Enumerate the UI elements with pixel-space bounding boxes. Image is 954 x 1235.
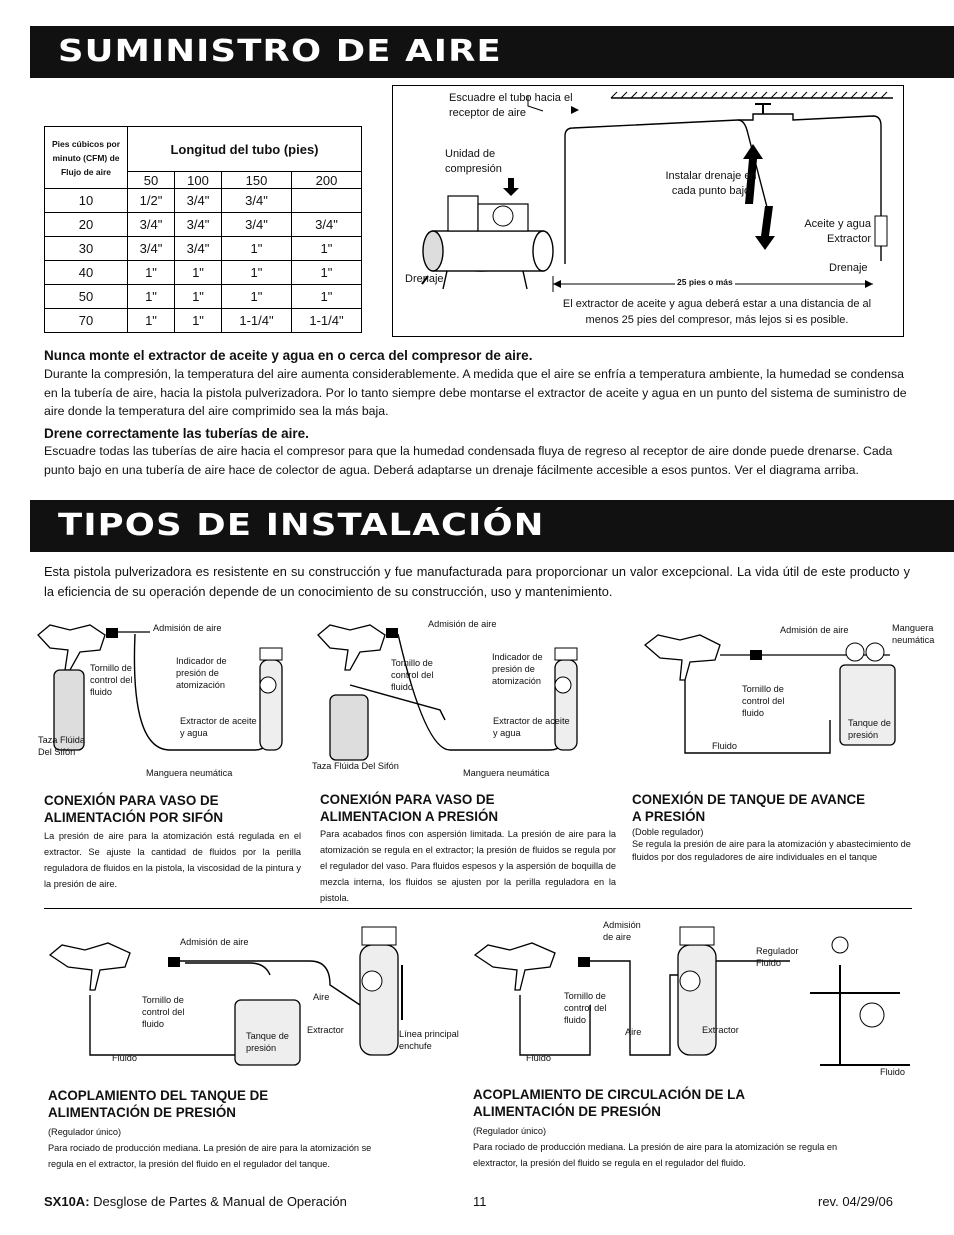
section-title: TIPOS DE INSTALACIÓN [58,508,545,543]
label-fluid-regulator: Regulador Fluido [756,946,799,968]
caption-siphon-text: La presión de aire para la atomización está regulada en el extractor. Se ajuste la cantidad de fluidos por la perilla reguladora de fluidos en la pistola, la viscosidad de la pintura y la presión de aire. [44,831,301,889]
table-length: 100 [175,172,222,189]
table-corner-header: Pies cúbicos por minuto (CFM) de Flujo de aire [45,127,128,189]
table-cfm: 50 [45,285,128,309]
label-fluid-screw: Tornillo de control del fluido [142,995,185,1029]
label-air-inlet: Admisión de aire [153,623,222,633]
caption-circulation-sub: (Regulador único) [473,1126,547,1136]
table-cell: 1-1/4" [222,309,292,333]
caption-pressure-cup-title: CONEXIÓN PARA VASO DE ALIMENTACION A PRESIÓN [320,792,499,824]
table-cell: 1/2" [128,189,175,213]
caption-pressure-tank-sub: (Doble regulador) [632,827,704,837]
label-air-inlet: Admisión de aire [428,619,497,629]
caption-circulation-title: ACOPLAMIENTO DE CIRCULACIÓN DE LA ALIMENTACIÓN DE PRESIÓN [473,1087,745,1119]
table-cell: 1" [291,261,361,285]
table-cell: 3/4" [222,189,292,213]
divider [44,908,912,909]
table-cell: 1" [222,237,292,261]
section-banner [30,500,954,552]
intro-paragraph: Esta pistola pulverizadora es resistente en su construcción y fue manufacturada para proporcionar un valor excepcional. La vida útil de este producto y la eficiencia de su operación depende de un conocimiento de su construcción, uso y mantenimiento. [44,564,910,599]
table-cell: 1" [222,261,292,285]
label-air-inlet: Admisión de aire [180,937,249,947]
circulation-diagram [475,927,910,1065]
label-oil-water-extractor: Extractor de aceite y agua [493,716,570,738]
table-cell: 3/4" [291,213,361,237]
label-pressure-indicator: Indicador de presión de atomización [176,656,227,690]
table-length-header: Longitud del tubo (pies) [128,127,362,172]
label-air-hose: Manguera neumática [463,768,550,778]
heading-never-mount: Nunca monte el extractor de aceite y agua en o cerca del compresor de aire. [44,348,533,363]
label-air: Aire [625,1027,642,1037]
table-cell: 1" [175,261,222,285]
label-pressure-tank: Tanque de presión [848,718,891,740]
caption-pressure-tank-text: Se regula la presión de aire para la atomización y abastecimiento de fluidos por dos reguladores de aire individuales en el tanque [632,839,911,862]
label-pressure-tank: Tanque de presión [246,1031,289,1053]
label-install-drain: Instalar drenaje en cada punto bajo [665,170,757,197]
label-oil-water-extractor: Extractor de aceite y agua [180,716,257,738]
caption-siphon-title: CONEXIÓN PARA VASO DE ALIMENTACIÓN POR SIFÓN [44,793,224,825]
label-drain-left: Drenaje [405,273,444,285]
table-length: 150 [222,172,292,189]
label-fluid-screw: Tornillo de control del fluido [564,991,607,1025]
label-extractor: Extractor [702,1025,739,1035]
caption-feed-tank-sub: (Regulador único) [48,1127,122,1137]
caption-feed-tank-title: ACOPLAMIENTO DEL TANQUE DE ALIMENTACIÓN DE PRESIÓN [48,1088,269,1120]
table-cell: 1" [128,285,175,309]
table-cell: 3/4" [175,189,222,213]
table-cell: 1" [175,309,222,333]
label-fluid: Fluido [526,1053,552,1063]
caption-feed-tank-text: Para rociado de producción mediana. La presión de aire para la atomización se regula en el extractor, la presión del fluido en el regulador del tanque. [48,1143,372,1169]
table-cfm: 40 [45,261,128,285]
table-cell [291,189,361,213]
table-cell: 1" [128,261,175,285]
caption-circulation-text: Para rociado de producción mediana. La presión de aire para la atomización se regula en elextractor, la presión del fluido se regula en el regulador del fluido. [473,1142,838,1168]
footer-title [44,1194,347,1209]
footer-model: SX10A: [44,1194,90,1209]
label-main-line: Línea principal enchufe [399,1029,459,1051]
table-cell: 3/4" [222,213,292,237]
table-cell: 3/4" [175,213,222,237]
table-cell: 1" [291,285,361,309]
pipe-size-table [44,126,362,333]
table-cell: 1" [128,309,175,333]
footer-manual-title: Desglose de Partes & Manual de Operación [93,1194,347,1209]
label-air-hose: Manguera neumática [892,623,935,645]
table-cell: 1" [222,285,292,309]
label-extractor: Extractor [307,1025,344,1035]
label-fluid-screw: Tornillo de control del fluido [391,658,434,692]
table-cell: 1" [291,237,361,261]
table-cfm: 70 [45,309,128,333]
table-cfm: 10 [45,189,128,213]
label-siphon-cup: Taza Flúida Del Sifón [38,735,85,757]
caption-pressure-tank-title: CONEXIÓN DE TANQUE DE AVANCE A PRESIÓN [632,792,866,824]
table-cell: 3/4" [128,237,175,261]
label-air-hose: Manguera neumática [146,768,233,778]
table-cell: 1-1/4" [291,309,361,333]
table-length: 200 [291,172,361,189]
heading-drain-pipes: Drene correctamente las tuberías de aire. [44,426,309,441]
label-distance: 25 pies o más [677,277,733,287]
table-cell: 3/4" [175,237,222,261]
table-length: 50 [128,172,175,189]
label-air: Aire [313,992,330,1002]
label-pressure-indicator: Indicador de presión de atomización [492,652,543,686]
label-air-inlet: Admisión de aire [780,625,849,635]
label-drain-right: Drenaje [829,262,868,274]
label-air-inlet: Admisión de aire [603,920,641,942]
section-title: SUMINISTRO DE AIRE [58,34,502,69]
section-banner [30,26,954,78]
label-square-pipe: Escuadre el tubo hacia el receptor de aire [449,92,573,119]
label-compression-unit: Unidad de compresión [445,148,502,175]
paragraph-drain: Escuadre todas las tuberías de aire hacia el compresor para que la humedad condensada fluya de regreso al receptor de aire donde puede drenarse. Cada punto bajo en una tubería de aire hace de colector de agua. Deberá adaptarse un drenaje fácilmente accesible a esos puntos. Ver el diagrama arriba. [44,444,893,477]
revision-date: rev. 04/29/06 [818,1194,893,1209]
air-supply-diagram [392,85,904,337]
label-fluid: Fluido [712,741,738,751]
table-cfm: 30 [45,237,128,261]
table-cell: 1" [175,285,222,309]
label-fluid: Fluido [112,1053,138,1063]
label-fluid-screw: Tornillo de control del fluido [742,684,785,718]
table-cell: 3/4" [128,213,175,237]
label-distance-note: El extractor de aceite y agua deberá estar a una distancia de al menos 25 pies del compresor, más lejos si es posible. [562,298,872,326]
caption-pressure-cup-text: Para acabados finos con aspersión limitada. La presión de aire para la atomización se regula en el extractor; la presión de fluidos se regula por el regulador del vaso. Para fluidos espesos y la aspersión de boquilla de mezcla interna, los fluidos se ajusten por la perilla reguladora en la pistola. [320,829,616,903]
label-siphon-cup: Taza Flúida Del Sifón [312,761,399,771]
table-cfm: 20 [45,213,128,237]
label-fluid: Fluido [880,1067,906,1077]
label-extractor: Aceite y agua Extractor [804,218,871,245]
page-number: 11 [473,1194,487,1209]
label-fluid-screw: Tornillo de control del fluido [90,663,133,697]
paragraph-compression: Durante la compresión, la temperatura del aire aumenta considerablemente. A medida que el aire se enfría a temperatura ambiente, la humedad se condensa en la tubería de aire, hacia la pistola pulverizadora. Por lo tanto siempre debe montarse el extractor de aceite y agua en un punto del sistema de suministro de aire donde la temperatura del aire comprimido sea la más baja. [44,367,907,418]
